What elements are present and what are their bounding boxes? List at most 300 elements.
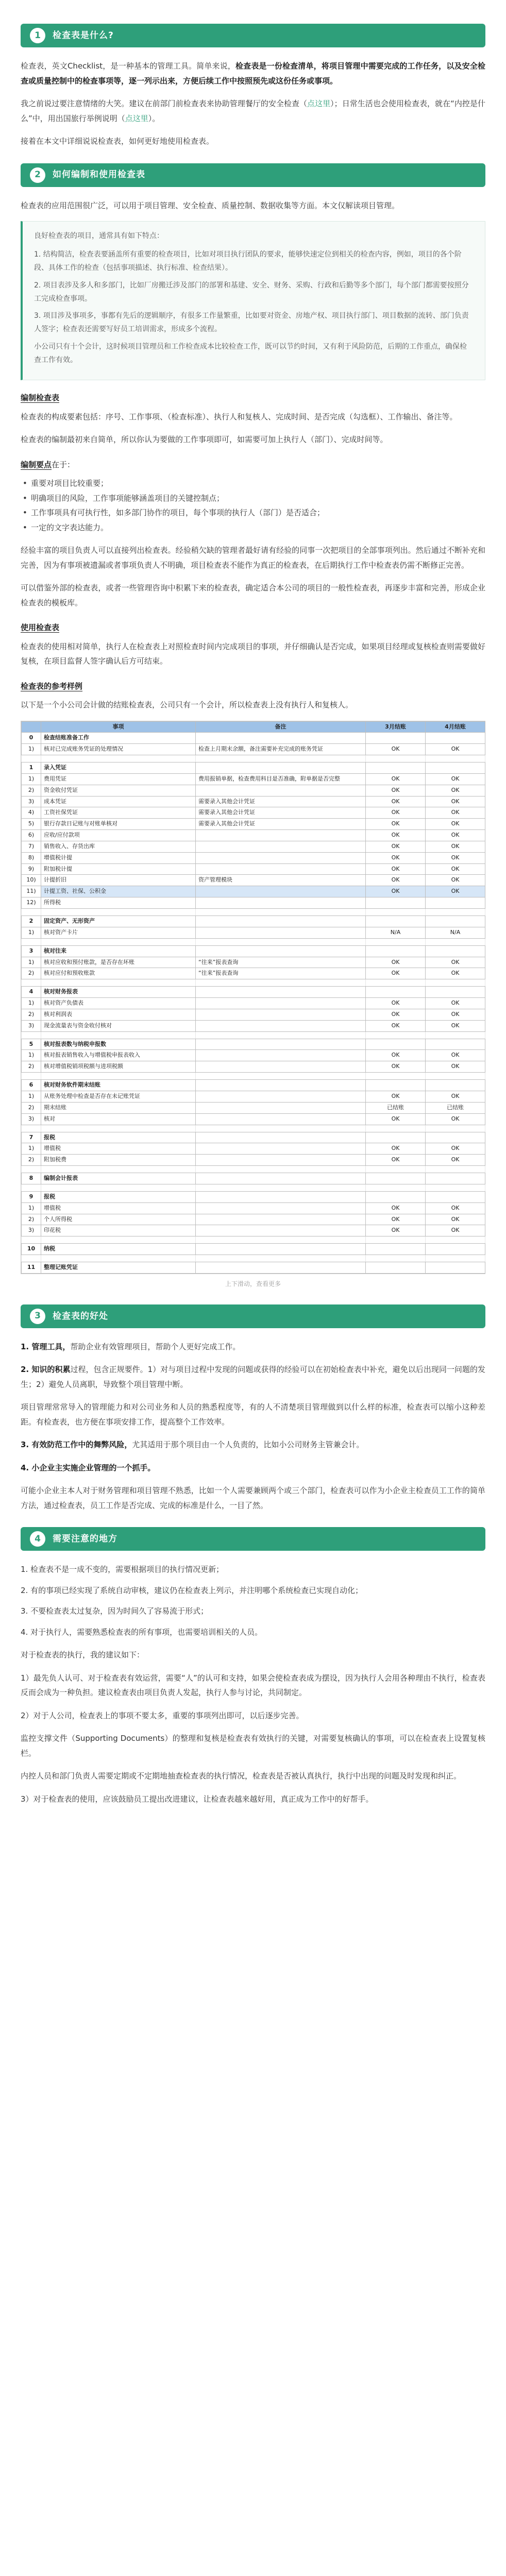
table-row xyxy=(22,830,485,841)
table-section-row xyxy=(22,1039,485,1050)
table-cell xyxy=(196,1080,366,1091)
table-cell: OK xyxy=(426,875,485,886)
benefit-text: 帮助企业有效管理项目，帮助个人更好完成工作。 xyxy=(70,1342,241,1351)
table-cell: 计提工资、社保、公积金 xyxy=(41,886,196,897)
table-cell: 销售收入、存货出库 xyxy=(41,841,196,852)
table-cell: N/A xyxy=(426,927,485,938)
table-cell: 5 xyxy=(22,1039,41,1050)
table-cell: OK xyxy=(366,957,426,968)
table-cell: 附加税费 xyxy=(41,1155,196,1166)
table-row xyxy=(22,841,485,852)
table-cell xyxy=(196,1173,366,1184)
table-cell xyxy=(426,1191,485,1202)
table-cell xyxy=(196,1255,366,1262)
section-header-4 xyxy=(21,1527,485,1551)
text: ）。 xyxy=(148,113,160,123)
table-cell: 现金流量表与资金收付核对 xyxy=(41,1020,196,1031)
table-cell xyxy=(366,897,426,909)
table-cell: OK xyxy=(366,852,426,863)
table-cell xyxy=(196,909,366,916)
table-section-row xyxy=(22,916,485,927)
table-section-row xyxy=(22,762,485,774)
table-cell xyxy=(22,909,41,916)
table-gap-row xyxy=(22,909,485,916)
section-header-3 xyxy=(21,1304,485,1328)
list-item: 4. 对于执行人，需要熟悉检查表的所有事项，也需要培训相关的人员。 xyxy=(21,1627,263,1637)
paragraph: 内控人员和部门负责人需要定期或不定期地抽查检查表的执行情况，检查表是否被认真执行，执行中出现的问题及时发现和纠正。 xyxy=(21,1771,462,1781)
scroll-caption: 上下滑动，查看更多 xyxy=(225,1280,281,1287)
section-header-2 xyxy=(21,163,485,187)
table-cell xyxy=(426,1255,485,1262)
checklist-sheet[interactable] xyxy=(21,721,485,1274)
table-cell xyxy=(196,945,366,957)
table-cell: 核对利润表 xyxy=(41,1009,196,1020)
table-cell xyxy=(366,979,426,987)
table-cell: 1 xyxy=(22,762,41,774)
table-cell: 1) xyxy=(22,1143,41,1155)
table-cell xyxy=(22,1073,41,1080)
table-cell xyxy=(196,1113,366,1125)
table-cell: 2) xyxy=(22,1102,41,1113)
paragraph: 3）对于检查表的使用，应该鼓励员工提出改进建议，让检查表越来越好用，真正成为工作中的好帮手。 xyxy=(21,1794,374,1804)
table-cell xyxy=(41,979,196,987)
table-cell: 已结账 xyxy=(366,1102,426,1113)
subheading: 检查表的参考样例 xyxy=(21,681,83,691)
table-gap-row xyxy=(22,1166,485,1173)
table-cell: OK xyxy=(426,863,485,875)
table-cell xyxy=(366,1255,426,1262)
table-cell: OK xyxy=(426,852,485,863)
table-cell: 1) xyxy=(22,1050,41,1061)
table-cell xyxy=(366,1191,426,1202)
link-click-here[interactable]: 点这里 xyxy=(125,113,148,123)
table-cell xyxy=(196,998,366,1009)
table-cell xyxy=(426,1073,485,1080)
table-cell xyxy=(41,1184,196,1191)
table-cell: 核对资产负债表 xyxy=(41,998,196,1009)
table-cell: OK xyxy=(426,1225,485,1236)
table-cell xyxy=(366,909,426,916)
table-cell xyxy=(196,1262,366,1274)
table-cell: OK xyxy=(366,1113,426,1125)
table-cell: 4) xyxy=(22,807,41,819)
table-cell xyxy=(196,755,366,762)
paragraph: 1）最先负人认可、对于检查表有效运营，需要“人”的认可和支持，如果会使检查表成为摆设，因为执行人会用各种理由不执行，检查表反而会成为一种负担。建议检查表由项目负责人发起，执行人参与讨论，共同制定。 xyxy=(21,1673,485,1698)
table-cell: OK xyxy=(426,785,485,796)
list-item: 1. 检查表不是一成不变的，需要根据项目的执行情况更新； xyxy=(21,1565,224,1574)
table-header-cell: 4月结账 xyxy=(426,721,485,733)
table-cell xyxy=(426,1184,485,1191)
table-cell: OK xyxy=(366,1061,426,1073)
table-cell: OK xyxy=(426,957,485,968)
table-cell xyxy=(41,1073,196,1080)
table-cell xyxy=(366,945,426,957)
table-cell: 需要录入其他会计凭证 xyxy=(196,807,366,819)
table-cell: “往来”报表查询 xyxy=(196,968,366,979)
benefit-item xyxy=(21,1362,485,1392)
table-row xyxy=(22,875,485,886)
table-row xyxy=(22,1061,485,1073)
list-item: 3. 不要检查表太过复杂，因为时间久了容易流于形式； xyxy=(21,1606,209,1616)
table-row xyxy=(22,852,485,863)
benefit-item xyxy=(21,1483,485,1513)
table-row xyxy=(22,1050,485,1061)
subheading: 使用检查表 xyxy=(21,623,60,633)
table-row xyxy=(22,744,485,755)
table-gap-row xyxy=(22,1073,485,1080)
benefit-item xyxy=(21,1400,485,1429)
table-cell xyxy=(426,1132,485,1143)
list-item: • 明确项目的风险，工作事项能够涵盖项目的关键控制点； xyxy=(21,491,485,506)
table-cell xyxy=(196,927,366,938)
table-cell: OK xyxy=(426,819,485,830)
table-cell xyxy=(41,1125,196,1132)
table-cell: 工资社保凭证 xyxy=(41,807,196,819)
paragraph: 接着在本文中详细说说检查表，如何更好地使用检查表。 xyxy=(21,137,214,146)
table-cell: OK xyxy=(366,875,426,886)
table-cell: 2) xyxy=(22,1214,41,1225)
table-cell xyxy=(196,1244,366,1255)
table-section-row xyxy=(22,733,485,744)
table-cell: 报税 xyxy=(41,1191,196,1202)
table-row xyxy=(22,785,485,796)
table-cell xyxy=(41,1255,196,1262)
table-cell: 增值税计提 xyxy=(41,852,196,863)
table-row xyxy=(22,1225,485,1236)
table-cell xyxy=(22,1255,41,1262)
table-cell: 资金收付凭证 xyxy=(41,785,196,796)
section-title: 如何编制和使用检查表 xyxy=(53,170,145,180)
table-cell: 核对 xyxy=(41,1113,196,1125)
table-row xyxy=(22,1214,485,1225)
table-cell xyxy=(196,733,366,744)
quote-line: 1. 结构简洁，检查表要涵盖所有重要的检查项目，比如对项目执行团队的要求，能够快速定位到相关的检查内容，例如，项目的各个阶段、具体工作的检查（包括事项描述、执行标准、检查结果）。 xyxy=(34,250,462,272)
benefit-lead: 4. 小企业主实施企业管理的一个抓手。 xyxy=(21,1463,156,1472)
table-cell: 11) xyxy=(22,886,41,897)
table-cell: 所得税 xyxy=(41,897,196,909)
link-click-here[interactable]: 点这里 xyxy=(307,99,331,108)
table-row xyxy=(22,897,485,909)
table-cell xyxy=(366,762,426,774)
benefit-lead: 1. 管理工具， xyxy=(21,1342,71,1351)
list-item: • 一定的文字表达能力。 xyxy=(21,520,485,535)
table-cell xyxy=(366,1080,426,1091)
table-row xyxy=(22,1143,485,1155)
table-cell xyxy=(196,785,366,796)
subheading: 编制检查表 xyxy=(21,393,60,403)
table-section-row xyxy=(22,1244,485,1255)
table-header-row xyxy=(22,721,485,733)
benefit-text: 项目管理常常导入的管理能力和对公司业务和人员的熟悉程度等，有的人不清楚项目管理做到以什么样的标准，检查表可以缩小这种差距。有检查表，也方便在事项安排工作，提高整个工作效率。 xyxy=(21,1402,485,1427)
table-cell: OK xyxy=(426,1061,485,1073)
table-cell: N/A xyxy=(366,927,426,938)
table-cell: OK xyxy=(426,1155,485,1166)
table-cell: 1) xyxy=(22,957,41,968)
table-cell xyxy=(366,1031,426,1039)
table-cell xyxy=(426,938,485,945)
benefit-text: 可能小企业主本人对于财务管理和项目管理不熟悉，比如一个人需要兼顾两个或三个部门，检查表可以作为小企业主检查员工工作的简单方法，通过检查表，员工工作是否完成、完成的标准是什么，一目了然。 xyxy=(21,1486,485,1510)
table-cell: 1) xyxy=(22,744,41,755)
table-cell: 录入凭证 xyxy=(41,762,196,774)
table-cell: 增值税 xyxy=(41,1143,196,1155)
table-cell: 成本凭证 xyxy=(41,796,196,807)
table-row xyxy=(22,886,485,897)
table-cell: 2) xyxy=(22,785,41,796)
table-cell xyxy=(426,1244,485,1255)
table-cell xyxy=(196,1236,366,1244)
list-item: 2. 有的事项已经实现了系统自动审核，建议仍在检查表上列示，并注明哪个系统检查已实现自动化； xyxy=(21,1585,363,1595)
table-cell: OK xyxy=(366,773,426,785)
table-cell: 2) xyxy=(22,1155,41,1166)
table-cell xyxy=(426,909,485,916)
table-cell: 3) xyxy=(22,1020,41,1031)
table-cell xyxy=(426,987,485,998)
table-cell: OK xyxy=(366,1214,426,1225)
table-cell xyxy=(426,1166,485,1173)
subheading xyxy=(21,457,485,472)
table-cell: 2) xyxy=(22,1061,41,1073)
table-cell xyxy=(196,1214,366,1225)
table-cell: 期末结账 xyxy=(41,1102,196,1113)
table-cell xyxy=(196,1184,366,1191)
table-cell xyxy=(366,938,426,945)
table-cell: 8 xyxy=(22,1173,41,1184)
table-cell: 检查上月期末余额，备注需要补充完成的账务凭证 xyxy=(196,744,366,755)
paragraph: 检查表的编制最初来自简单，所以你认为要做的工作事项即可，如需要可加上执行人（部门）、完成时间等。 xyxy=(21,435,388,445)
table-cell: 7 xyxy=(22,1132,41,1143)
table-cell: OK xyxy=(366,1202,426,1214)
table-cell xyxy=(426,916,485,927)
table-cell: 2) xyxy=(22,968,41,979)
table-cell: OK xyxy=(366,863,426,875)
table-cell xyxy=(196,897,366,909)
table-cell xyxy=(196,938,366,945)
paragraph xyxy=(21,59,485,88)
table-cell: 10 xyxy=(22,1244,41,1255)
benefit-item xyxy=(21,1437,485,1452)
table-cell: OK xyxy=(426,1113,485,1125)
table-cell: 附加税计提 xyxy=(41,863,196,875)
table-cell: OK xyxy=(366,744,426,755)
table-cell: OK xyxy=(426,1050,485,1061)
table-cell: 9) xyxy=(22,863,41,875)
table-cell: 检查结账准备工作 xyxy=(41,733,196,744)
table-section-row xyxy=(22,1173,485,1184)
table-row xyxy=(22,927,485,938)
table-cell xyxy=(426,733,485,744)
table-cell: 0 xyxy=(22,733,41,744)
table-gap-row xyxy=(22,1031,485,1039)
table-cell: OK xyxy=(366,1020,426,1031)
table-cell: OK xyxy=(426,1091,485,1102)
table-gap-row xyxy=(22,1255,485,1262)
section-number: 2 xyxy=(30,167,45,183)
table-cell: 费用凭证 xyxy=(41,773,196,785)
table-row xyxy=(22,819,485,830)
table-header-cell xyxy=(22,721,41,733)
table-cell: 9 xyxy=(22,1191,41,1202)
table-cell xyxy=(22,1236,41,1244)
table-cell: 7) xyxy=(22,841,41,852)
benefit-lead: 2. 知识的积累 xyxy=(21,1365,71,1375)
table-cell xyxy=(196,987,366,998)
table-gap-row xyxy=(22,1125,485,1132)
table-cell: OK xyxy=(366,807,426,819)
table-cell: OK xyxy=(366,1143,426,1155)
table-row xyxy=(22,1113,485,1125)
table-cell xyxy=(22,755,41,762)
table-cell: OK xyxy=(366,785,426,796)
table-row xyxy=(22,1009,485,1020)
table-cell: 核对报表数与纳税申报数 xyxy=(41,1039,196,1050)
table-cell xyxy=(22,1166,41,1173)
paragraph: 检查表的应用范围很广泛，可以用于项目管理、安全检查、质量控制、数据收集等方面。本文仅解读项目管理。 xyxy=(21,200,400,210)
table-cell xyxy=(426,762,485,774)
table-section-row xyxy=(22,1262,485,1274)
bullet-list xyxy=(21,476,485,535)
table-cell: 个人所得税 xyxy=(41,1214,196,1225)
table-gap-row xyxy=(22,755,485,762)
table-cell xyxy=(196,1073,366,1080)
table-cell xyxy=(41,1236,196,1244)
table-cell: 11 xyxy=(22,1262,41,1274)
highlight-text: 检查表是一份检查清单，将项目管理中需要完成的工作任务，以及安全检查或质量控制中的检查事项等，逐一列示出来，方便后续工作中按照预先或这份任务或事项。 xyxy=(21,61,485,86)
table-cell xyxy=(426,1080,485,1091)
table-cell: OK xyxy=(426,886,485,897)
table-cell xyxy=(196,841,366,852)
table-cell xyxy=(366,1166,426,1173)
table-cell xyxy=(196,916,366,927)
table-cell: OK xyxy=(426,830,485,841)
table-cell: 1) xyxy=(22,1202,41,1214)
table-cell: 纳税 xyxy=(41,1244,196,1255)
table-cell xyxy=(196,886,366,897)
benefits-list xyxy=(21,1340,485,1513)
table-section-row xyxy=(22,1080,485,1091)
section-header-1 xyxy=(21,24,485,47)
table-cell xyxy=(426,1173,485,1184)
table-cell: 费用报销单据，检查费用科目是否准确，附单据是否完整 xyxy=(196,773,366,785)
quote-line: 2. 项目表涉及多人和多部门，比如厂房搬迁涉及部门的部署和基建、安全、财务、采购、行政和后勤等多个部门，每个部门都需要按照分工完成检查事项。 xyxy=(34,281,469,303)
table-row xyxy=(22,773,485,785)
table-row xyxy=(22,1091,485,1102)
table-cell xyxy=(196,1202,366,1214)
table-cell: 核对应付和预收账款 xyxy=(41,968,196,979)
checklist-table xyxy=(21,721,485,1274)
table-cell: OK xyxy=(426,1009,485,1020)
table-cell: 核对财务报表 xyxy=(41,987,196,998)
table-cell: 2 xyxy=(22,916,41,927)
paragraph xyxy=(21,96,485,126)
table-cell: 计提折旧 xyxy=(41,875,196,886)
table-gap-row xyxy=(22,979,485,987)
benefit-item xyxy=(21,1340,485,1354)
table-cell xyxy=(196,1061,366,1073)
table-section-row xyxy=(22,945,485,957)
table-cell: 核对已完成账务凭证的处理情况 xyxy=(41,744,196,755)
paragraph: 检查表的构成要素包括：序号、工作事项、（检查标准）、执行人和复核人、完成时间、是否完成（勾选框）、工作输出、备注等。 xyxy=(21,412,458,421)
table-cell: 3 xyxy=(22,945,41,957)
table-cell: OK xyxy=(366,1091,426,1102)
table-cell xyxy=(22,1184,41,1191)
table-row xyxy=(22,1020,485,1031)
table-cell: OK xyxy=(426,807,485,819)
table-cell: 1) xyxy=(22,773,41,785)
table-cell: OK xyxy=(366,1225,426,1236)
table-cell: OK xyxy=(366,796,426,807)
table-cell: 6) xyxy=(22,830,41,841)
table-cell: 3) xyxy=(22,796,41,807)
table-cell: OK xyxy=(426,773,485,785)
table-cell: 银行存款日记账与对账单核对 xyxy=(41,819,196,830)
table-cell xyxy=(22,1031,41,1039)
table-cell xyxy=(196,1020,366,1031)
table-cell xyxy=(196,1031,366,1039)
table-cell: 1) xyxy=(22,1091,41,1102)
table-cell xyxy=(366,755,426,762)
paragraph: 经验丰富的项目负责人可以直接列出检查表。经验稍欠缺的管理者最好请有经验的同事一次把项目的全部事项列出。然后通过不断补充和完善，因为有事项被遗漏或者事项负责人不明确，项目检查表不能作为真正的检查表，在后期执行工作中检查表仍需不断修正完善。 xyxy=(21,546,485,570)
table-row xyxy=(22,1102,485,1113)
table-section-row xyxy=(22,987,485,998)
table-cell: 核对报表销售收入与增值税申报表收入 xyxy=(41,1050,196,1061)
table-cell xyxy=(196,830,366,841)
table-header-cell: 事项 xyxy=(41,721,196,733)
table-cell xyxy=(426,1039,485,1050)
table-cell: 1) xyxy=(22,998,41,1009)
quote-line: 小公司只有十个会计，这时候项目管理员和工作检查成本比较检查工作，既可以节约时间，又有利于风险防范，后期的工作重点，确保检查工作有效。 xyxy=(34,343,467,365)
table-row xyxy=(22,863,485,875)
table-cell xyxy=(196,863,366,875)
table-row xyxy=(22,1155,485,1166)
table-cell xyxy=(196,1102,366,1113)
table-cell: 需要录入其他会计凭证 xyxy=(196,796,366,807)
table-cell: 固定资产、无形资产 xyxy=(41,916,196,927)
table-cell: 已结账 xyxy=(426,1102,485,1113)
text: 我之前说过要注意情绪的大笑。建议在前部门前检查表来协助管理餐厅的安全检查（ xyxy=(21,99,308,108)
table-cell xyxy=(22,979,41,987)
table-cell xyxy=(366,1184,426,1191)
table-row xyxy=(22,957,485,968)
table-cell: 核对往来 xyxy=(41,945,196,957)
paragraph: 对于检查表的执行，我的建议如下： xyxy=(21,1650,145,1660)
table-cell: OK xyxy=(426,998,485,1009)
list-item: • 工作事项具有可执行性，如多部门协作的项目，每个事项的执行人（部门）是否适合； xyxy=(21,505,485,520)
table-cell: 4 xyxy=(22,987,41,998)
table-cell xyxy=(366,733,426,744)
table-header-cell: 3月结账 xyxy=(366,721,426,733)
table-cell: 资产管理模块 xyxy=(196,875,366,886)
table-gap-row xyxy=(22,938,485,945)
table-cell xyxy=(41,1166,196,1173)
subheading-suffix: 在于： xyxy=(52,460,75,469)
table-cell: OK xyxy=(426,744,485,755)
table-row xyxy=(22,1202,485,1214)
table-cell xyxy=(41,938,196,945)
table-cell: 核对增值税销项税额与进项税额 xyxy=(41,1061,196,1073)
table-cell: 12) xyxy=(22,897,41,909)
paragraph: 可以借鉴外部的检查表，或者一些管理咨询中积累下来的检查表，确定适合本公司的项目的一般性检查表，再逐步丰富和完善，形成企业检查表的模板库。 xyxy=(21,583,485,607)
table-row xyxy=(22,998,485,1009)
table-cell: OK xyxy=(366,1009,426,1020)
table-cell xyxy=(426,897,485,909)
table-cell: OK xyxy=(366,968,426,979)
table-cell xyxy=(196,1166,366,1173)
table-cell xyxy=(22,1125,41,1132)
table-cell: 6 xyxy=(22,1080,41,1091)
table-cell xyxy=(366,916,426,927)
table-cell xyxy=(41,909,196,916)
table-cell: 10) xyxy=(22,875,41,886)
